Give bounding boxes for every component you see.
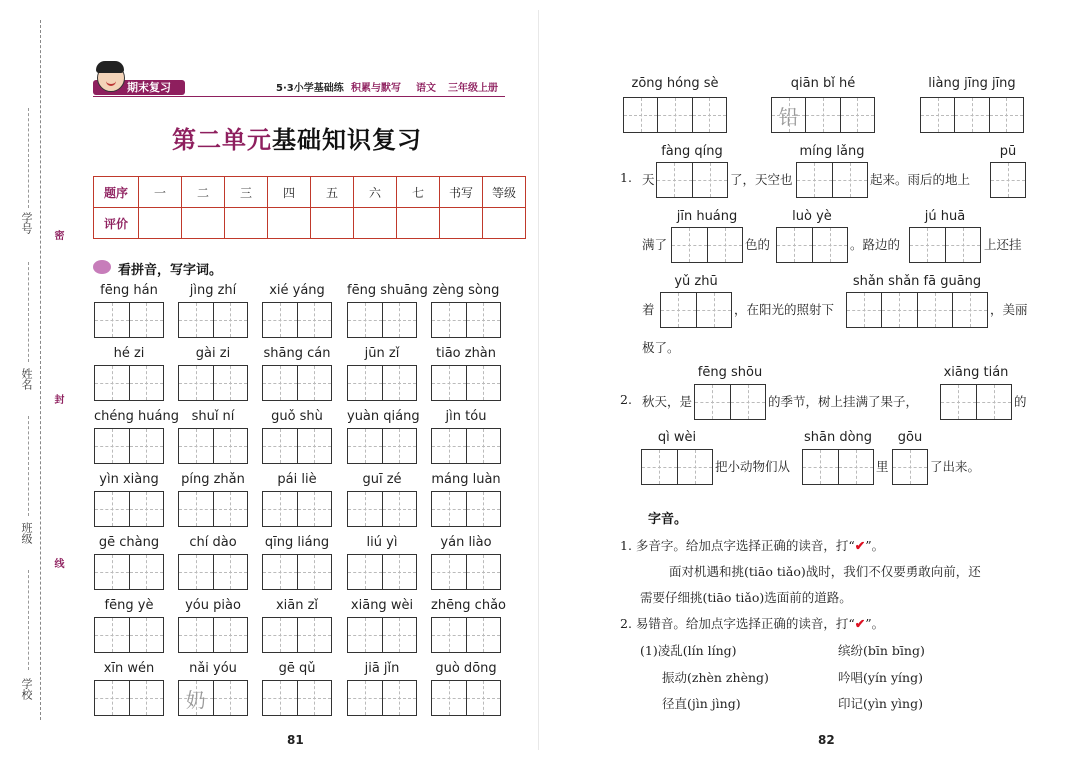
name-field[interactable]	[28, 262, 29, 362]
writing-box[interactable]	[802, 449, 874, 485]
writing-cell[interactable]	[179, 429, 214, 463]
writing-box[interactable]	[347, 302, 417, 338]
writing-box[interactable]	[94, 617, 164, 653]
writing-box[interactable]	[431, 617, 501, 653]
pinyin-label: gē chàng	[98, 535, 160, 550]
pinyin-label: zōng hóng sè	[631, 76, 719, 91]
subject-label: 积累与默写	[351, 83, 401, 94]
table-score-row	[94, 208, 526, 239]
writing-box[interactable]	[940, 384, 1012, 420]
pinyin-label: xié yáng	[269, 283, 325, 298]
writing-cell[interactable]	[383, 429, 417, 463]
writing-box[interactable]	[641, 449, 713, 485]
writing-cell[interactable]	[263, 555, 298, 589]
writing-cell[interactable]	[348, 429, 383, 463]
writing-cell[interactable]	[467, 492, 501, 526]
writing-cell[interactable]	[777, 228, 813, 262]
writing-cell[interactable]	[918, 293, 953, 327]
writing-cell[interactable]	[797, 163, 833, 197]
writing-cell[interactable]	[348, 303, 383, 337]
writing-cell[interactable]	[263, 681, 298, 715]
writing-cell[interactable]	[263, 303, 298, 337]
writing-cell[interactable]	[130, 429, 164, 463]
header-rule	[93, 96, 505, 97]
writing-box[interactable]	[262, 491, 332, 527]
writing-cell[interactable]	[179, 303, 214, 337]
writing-box[interactable]	[431, 365, 501, 401]
writing-cell[interactable]	[432, 618, 467, 652]
pinyin-label: qiān bǐ hé	[790, 76, 856, 91]
writing-cell[interactable]	[130, 681, 164, 715]
writing-cell[interactable]	[179, 492, 214, 526]
passage-text: 满了	[642, 237, 668, 252]
writing-cell[interactable]	[693, 163, 728, 197]
class-field[interactable]	[28, 416, 29, 516]
writing-cell[interactable]	[921, 98, 955, 132]
series-label: 5·3小学基础练	[276, 83, 344, 94]
writing-cell[interactable]	[467, 303, 501, 337]
page-title: 第二单元基础知识复习	[172, 126, 422, 154]
writing-box[interactable]	[656, 162, 728, 198]
seal-char-xian: 线	[52, 558, 63, 568]
writing-cell[interactable]	[348, 492, 383, 526]
writing-cell[interactable]	[130, 618, 164, 652]
writing-cell[interactable]	[941, 385, 977, 419]
pronunciation-choice[interactable]: 径直(jìn jìng)	[662, 696, 741, 711]
score-cell[interactable]	[311, 208, 354, 239]
writing-cell[interactable]	[298, 618, 332, 652]
passage-text: 。路边的	[850, 237, 901, 252]
mascot-icon	[97, 64, 125, 92]
name-label: 姓名	[20, 368, 33, 390]
pinyin-label: liú yì	[366, 535, 398, 550]
writing-cell[interactable]	[658, 98, 692, 132]
writing-cell[interactable]	[214, 555, 248, 589]
sample-character: 铅	[778, 104, 799, 129]
writing-cell[interactable]	[95, 618, 130, 652]
writing-cell[interactable]	[383, 492, 417, 526]
seal-char-mi: 密	[52, 230, 63, 240]
writing-cell[interactable]	[263, 618, 298, 652]
writing-cell[interactable]	[467, 366, 501, 400]
pinyin-label: máng luàn	[431, 472, 501, 487]
writing-cell[interactable]	[708, 228, 743, 262]
pinyin-label: shān dòng	[803, 430, 873, 445]
writing-box[interactable]	[178, 554, 248, 590]
pinyin-label: guǒ shù	[271, 409, 323, 424]
pinyin-label: guī zé	[362, 472, 402, 487]
writing-box[interactable]	[262, 365, 332, 401]
passage-text: 色的	[745, 237, 771, 252]
score-cell[interactable]	[397, 208, 440, 239]
pronunciation-choice[interactable]: 振动(zhèn zhèng)	[662, 670, 769, 685]
writing-cell[interactable]	[432, 492, 467, 526]
writing-cell[interactable]	[298, 366, 332, 400]
pinyin-label: jìng zhí	[189, 283, 237, 298]
writing-cell[interactable]	[955, 98, 989, 132]
pronunciation-choice[interactable]: 吟唱(yín yíng)	[838, 670, 923, 685]
writing-box[interactable]	[347, 554, 417, 590]
writing-cell[interactable]	[833, 163, 868, 197]
writing-cell[interactable]	[624, 98, 658, 132]
class-label: 班级	[20, 522, 33, 544]
passage-text: ，美丽	[990, 302, 1028, 317]
score-cell[interactable]	[225, 208, 268, 239]
pinyin-label: jīn huáng	[676, 209, 738, 224]
writing-cell[interactable]	[95, 429, 130, 463]
writing-box[interactable]	[94, 680, 164, 716]
writing-box[interactable]	[431, 428, 501, 464]
review-banner: 期末复习	[93, 80, 185, 95]
pinyin-label: yǔ zhū	[674, 274, 718, 289]
pinyin-label: nǎi yóu	[189, 661, 237, 676]
table-cell: 七	[397, 177, 440, 208]
check-icon: ✔	[854, 616, 866, 631]
s2-q1-line2: 需要仔细挑(tiāo tiǎo)选面前的道路。	[640, 590, 852, 605]
grade-label: 三年级上册	[448, 83, 498, 94]
passage-text: 了，天空也	[730, 172, 793, 187]
writing-box[interactable]	[776, 227, 848, 263]
writing-cell[interactable]	[263, 366, 298, 400]
writing-cell[interactable]	[214, 681, 248, 715]
writing-box[interactable]	[771, 97, 875, 133]
writing-box[interactable]	[178, 302, 248, 338]
pinyin-label: xiāng tián	[943, 365, 1009, 380]
pinyin-label: pū	[999, 144, 1017, 159]
page-number-right: 82	[818, 733, 835, 747]
writing-cell[interactable]	[672, 228, 708, 262]
writing-box[interactable]	[262, 554, 332, 590]
student-id-label: 学号	[20, 212, 33, 234]
question-number: 2.	[620, 392, 632, 407]
writing-cell[interactable]	[432, 303, 467, 337]
pinyin-label: jūn zǐ	[364, 346, 400, 361]
table-cell: 六	[354, 177, 397, 208]
table-cell: 一	[139, 177, 182, 208]
writing-cell[interactable]	[841, 98, 874, 132]
passage-text: 把小动物们从	[715, 459, 791, 474]
writing-box[interactable]	[347, 365, 417, 401]
pinyin-label: pái liè	[277, 472, 317, 487]
writing-box[interactable]	[892, 449, 928, 485]
writing-cell[interactable]	[179, 366, 214, 400]
check-icon: ✔	[854, 538, 866, 553]
writing-cell[interactable]	[432, 681, 467, 715]
pinyin-label: shuǐ ní	[191, 409, 235, 424]
writing-cell[interactable]	[298, 429, 332, 463]
writing-box[interactable]	[846, 292, 988, 328]
writing-cell[interactable]	[383, 555, 417, 589]
pinyin-label: fàng qíng	[661, 144, 723, 159]
writing-cell[interactable]	[953, 293, 987, 327]
table-cell: 题序	[94, 177, 139, 208]
writing-box[interactable]	[909, 227, 981, 263]
s2-question1: 1. 多音字。给加点字选择正确的读音，打“✔”。	[620, 538, 885, 553]
evaluation-table	[93, 176, 526, 239]
school-label: 学校	[20, 678, 33, 700]
pinyin-label: yán liào	[440, 535, 492, 550]
writing-cell[interactable]	[910, 228, 946, 262]
pinyin-label: gōu	[897, 430, 923, 445]
section2-title: 字音。	[648, 512, 688, 527]
writing-cell[interactable]	[95, 366, 130, 400]
table-cell: 书写	[440, 177, 483, 208]
pinyin-label: hé zi	[113, 346, 145, 361]
writing-box[interactable]	[94, 302, 164, 338]
student-id-field[interactable]	[28, 108, 29, 208]
subject-chinese-label: 语文	[416, 83, 436, 94]
passage-text: 秋天，是	[642, 394, 693, 409]
passage-text: 了出来。	[930, 459, 981, 474]
writing-box[interactable]	[347, 491, 417, 527]
s2-q1-line1: 面对机遇和挑(tiāo tiǎo)战时，我们不仅要勇敢向前，还	[669, 564, 981, 579]
writing-cell[interactable]	[813, 228, 848, 262]
pinyin-label: tiāo zhàn	[435, 346, 497, 361]
writing-box[interactable]	[347, 428, 417, 464]
pinyin-label: qīng liáng	[264, 535, 330, 550]
writing-box[interactable]	[178, 491, 248, 527]
writing-cell[interactable]	[467, 618, 501, 652]
writing-cell[interactable]	[95, 492, 130, 526]
pinyin-label: chí dào	[189, 535, 237, 550]
writing-cell[interactable]	[731, 385, 766, 419]
writing-cell[interactable]	[214, 303, 248, 337]
score-cell[interactable]	[483, 208, 526, 239]
pinyin-label: zhēng chǎo	[431, 598, 506, 613]
pinyin-label: guò dōng	[435, 661, 497, 676]
writing-cell[interactable]	[693, 98, 726, 132]
writing-box[interactable]	[431, 680, 501, 716]
writing-box[interactable]	[178, 365, 248, 401]
page-gutter	[538, 10, 539, 750]
writing-box[interactable]	[920, 97, 1024, 133]
score-cell[interactable]	[354, 208, 397, 239]
table-cell: 二	[182, 177, 225, 208]
writing-cell[interactable]	[990, 98, 1023, 132]
pronunciation-choice[interactable]: 缤纷(bīn bīng)	[838, 643, 925, 658]
writing-cell[interactable]	[214, 492, 248, 526]
writing-box[interactable]	[431, 554, 501, 590]
writing-box[interactable]	[262, 428, 332, 464]
writing-box[interactable]	[796, 162, 868, 198]
pinyin-label: jiā jǐn	[364, 661, 400, 676]
writing-box[interactable]	[262, 680, 332, 716]
writing-box[interactable]	[178, 617, 248, 653]
writing-box[interactable]	[178, 680, 248, 716]
pinyin-label: yìn xiàng	[99, 472, 159, 487]
writing-cell[interactable]	[348, 366, 383, 400]
writing-box[interactable]	[94, 365, 164, 401]
table-cell: 评价	[94, 208, 139, 239]
score-cell[interactable]	[139, 208, 182, 239]
passage-text: 的	[1014, 394, 1027, 409]
writing-box[interactable]	[94, 428, 164, 464]
writing-cell[interactable]	[893, 450, 927, 484]
school-field[interactable]	[28, 570, 29, 670]
writing-box[interactable]	[178, 428, 248, 464]
writing-cell[interactable]	[657, 163, 693, 197]
writing-cell[interactable]	[348, 681, 383, 715]
pronunciation-choice[interactable]: (1)凌乱(lín líng)	[640, 643, 737, 658]
writing-box[interactable]	[262, 617, 332, 653]
pinyin-label: zèng sòng	[432, 283, 500, 298]
pinyin-label: shāng cán	[263, 346, 331, 361]
passage-text: ，在阳光的照射下	[734, 302, 835, 317]
writing-cell[interactable]	[678, 450, 713, 484]
writing-box[interactable]	[671, 227, 743, 263]
writing-cell[interactable]	[695, 385, 731, 419]
writing-cell[interactable]	[348, 555, 383, 589]
section-title: 看拼音，写字词。	[118, 263, 223, 278]
pinyin-label: gài zi	[195, 346, 231, 361]
writing-box[interactable]	[990, 162, 1026, 198]
writing-cell[interactable]	[882, 293, 917, 327]
pinyin-label: míng lǎng	[799, 144, 865, 159]
table-header-row	[94, 177, 526, 208]
pinyin-label: fēng shuāng	[347, 283, 428, 298]
writing-cell[interactable]	[803, 450, 839, 484]
pinyin-label: qì wèi	[657, 430, 697, 445]
writing-box[interactable]	[660, 292, 732, 328]
pinyin-label: liàng jīng jīng	[928, 76, 1016, 91]
score-cell[interactable]	[268, 208, 311, 239]
writing-cell[interactable]	[642, 450, 678, 484]
writing-cell[interactable]	[467, 555, 501, 589]
writing-box[interactable]	[347, 617, 417, 653]
pinyin-label: jìn tóu	[445, 409, 487, 424]
table-cell: 三	[225, 177, 268, 208]
writing-cell[interactable]	[263, 429, 298, 463]
writing-cell[interactable]	[467, 681, 501, 715]
writing-cell[interactable]	[383, 618, 417, 652]
writing-cell[interactable]	[95, 555, 130, 589]
pinyin-label: fēng hán	[100, 283, 158, 298]
writing-cell[interactable]	[839, 450, 874, 484]
passage-text: 极了。	[642, 340, 680, 355]
writing-cell[interactable]	[179, 555, 214, 589]
writing-box[interactable]	[94, 554, 164, 590]
passage-text: 上还挂	[984, 237, 1022, 252]
writing-cell[interactable]	[95, 681, 130, 715]
writing-cell[interactable]	[179, 681, 214, 715]
pinyin-label: fēng yè	[104, 598, 154, 613]
pinyin-label: yóu piào	[185, 598, 241, 613]
score-cell[interactable]	[440, 208, 483, 239]
writing-box[interactable]	[94, 491, 164, 527]
writing-cell[interactable]	[130, 492, 164, 526]
writing-cell[interactable]	[214, 366, 248, 400]
writing-cell[interactable]	[432, 555, 467, 589]
writing-cell[interactable]	[130, 366, 164, 400]
passage-text: 起来。雨后的地上	[870, 172, 971, 187]
writing-cell[interactable]	[298, 303, 332, 337]
writing-cell[interactable]	[214, 618, 248, 652]
question-number: 1.	[620, 170, 632, 185]
writing-cell[interactable]	[179, 618, 214, 652]
writing-cell[interactable]	[467, 429, 501, 463]
writing-box[interactable]	[262, 302, 332, 338]
passage-text: 里	[876, 459, 889, 474]
writing-cell[interactable]	[298, 492, 332, 526]
score-cell[interactable]	[182, 208, 225, 239]
writing-cell[interactable]	[95, 303, 130, 337]
writing-cell[interactable]	[946, 228, 981, 262]
pinyin-label: xiāng wèi	[350, 598, 414, 613]
writing-box[interactable]	[347, 680, 417, 716]
writing-box[interactable]	[694, 384, 766, 420]
table-cell: 四	[268, 177, 311, 208]
passage-text: 的季节，树上挂满了果子，	[768, 394, 919, 409]
writing-cell[interactable]	[432, 429, 467, 463]
pinyin-label: xiān zǐ	[275, 598, 319, 613]
writing-cell[interactable]	[298, 681, 332, 715]
writing-cell[interactable]	[383, 303, 417, 337]
writing-cell[interactable]	[130, 555, 164, 589]
pinyin-label: chéng huáng	[94, 409, 179, 424]
binding-dashed-line	[40, 20, 41, 720]
writing-box[interactable]	[431, 491, 501, 527]
writing-cell[interactable]	[383, 681, 417, 715]
sample-character: 奶	[185, 687, 206, 712]
writing-cell[interactable]	[130, 303, 164, 337]
table-cell: 等级	[483, 177, 526, 208]
seal-char-feng: 封	[52, 394, 63, 404]
writing-cell[interactable]	[772, 98, 806, 132]
writing-box[interactable]	[623, 97, 727, 133]
page-number-left: 81	[287, 733, 304, 747]
pinyin-label: shǎn shǎn fā guāng	[852, 274, 982, 289]
writing-cell[interactable]	[348, 618, 383, 652]
writing-cell[interactable]	[806, 98, 840, 132]
writing-cell[interactable]	[383, 366, 417, 400]
writing-cell[interactable]	[214, 429, 248, 463]
writing-cell[interactable]	[432, 366, 467, 400]
pinyin-label: luò yè	[792, 209, 832, 224]
pinyin-label: fēng shōu	[697, 365, 763, 380]
pinyin-label: píng zhǎn	[181, 472, 245, 487]
pinyin-label: gē qǔ	[278, 661, 316, 676]
table-cell: 五	[311, 177, 354, 208]
writing-cell[interactable]	[977, 385, 1012, 419]
writing-cell[interactable]	[847, 293, 882, 327]
pronunciation-choice[interactable]: 印记(yìn yìng)	[838, 696, 923, 711]
pinyin-label: jú huā	[924, 209, 966, 224]
writing-cell[interactable]	[661, 293, 697, 327]
passage-text: 天	[642, 172, 655, 187]
writing-cell[interactable]	[697, 293, 732, 327]
writing-cell[interactable]	[263, 492, 298, 526]
writing-cell[interactable]	[991, 163, 1025, 197]
passage-text: 着	[642, 302, 655, 317]
section-badge-icon	[93, 260, 111, 274]
writing-cell[interactable]	[298, 555, 332, 589]
pinyin-label: yuàn qiáng	[347, 409, 420, 424]
writing-box[interactable]	[431, 302, 501, 338]
s2-question2: 2. 易错音。给加点字选择正确的读音，打“✔”。	[620, 616, 885, 631]
pinyin-label: xīn wén	[103, 661, 155, 676]
